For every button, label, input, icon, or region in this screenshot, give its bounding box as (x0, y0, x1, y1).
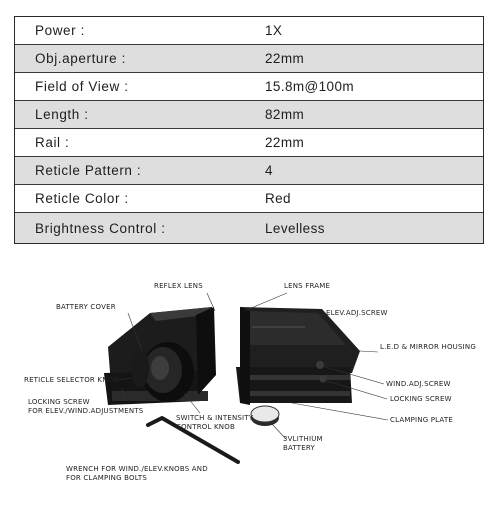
spec-value: Levelless (265, 220, 325, 236)
spec-label: Rail : (35, 135, 70, 150)
spec-value: 22mm (265, 51, 305, 66)
label-line: FOR CLAMPING BOLTS (66, 473, 148, 482)
spec-table (14, 16, 484, 244)
spec-value: 1X (265, 23, 283, 38)
spec-label: Reticle Pattern : (35, 163, 142, 178)
sight-front-housing (236, 307, 360, 405)
label-led-mirror-housing: L.E.D & MIRROR HOUSING (380, 343, 476, 351)
label-reflex-lens: REFLEX LENS (154, 282, 203, 290)
label-lithium-battery (283, 435, 323, 452)
spec-row-length (15, 100, 483, 128)
label-wind-adj-screw: WIND.ADJ.SCREW (386, 380, 451, 388)
spec-label: Field of View : (35, 79, 129, 94)
label-elev-adj-screw: ELEV.ADJ.SCREW (326, 309, 388, 317)
label-switch-intensity (176, 414, 253, 431)
spec-value: 15.8m@100m (265, 79, 354, 94)
spec-row-reticle-color (15, 184, 483, 212)
spec-label: Length : (35, 107, 89, 122)
label-line: 3VLITHIUM (283, 435, 323, 443)
label-battery-cover: BATTERY COVER (56, 303, 116, 311)
label-lens-frame: LENS FRAME (284, 282, 331, 290)
lithium-battery (251, 406, 279, 426)
spec-value: 4 (265, 163, 273, 178)
label-line: CONTROL KNOB (176, 422, 235, 431)
label-line: FOR ELEV./WIND.ADJUSTMENTS (28, 406, 144, 415)
label-wrench (66, 465, 208, 482)
label-locking-screw-left (28, 398, 143, 415)
label-line: LOCKING SCREW (28, 398, 90, 406)
label-line: SWITCH & INTENSITY (176, 414, 254, 422)
spec-value: 22mm (265, 135, 305, 150)
spec-row-brightness-control (15, 212, 483, 243)
label-line: BATTERY (283, 443, 315, 452)
label-clamping-plate: CLAMPING PLATE (390, 416, 453, 424)
label-line: WRENCH FOR WIND./ELEV.KNOBS AND (66, 465, 208, 473)
label-locking-screw-right: LOCKING SCREW (390, 395, 452, 403)
spec-label: Obj.aperture : (35, 51, 126, 66)
spec-row-field-of-view (15, 72, 483, 100)
label-reticle-selector-knob: RETICLE SELECTOR KNOB (24, 376, 119, 384)
spec-label: Power : (35, 23, 85, 38)
spec-row-reticle-pattern (15, 156, 483, 184)
red-dot-sight-diagram (0, 255, 500, 510)
spec-row-power (15, 17, 483, 44)
spec-label: Reticle Color : (35, 191, 129, 206)
spec-value: Red (265, 191, 291, 206)
spec-value: 82mm (265, 107, 305, 122)
spec-label: Brightness Control : (35, 220, 166, 236)
spec-row-rail (15, 128, 483, 156)
spec-row-obj-aperture (15, 44, 483, 72)
